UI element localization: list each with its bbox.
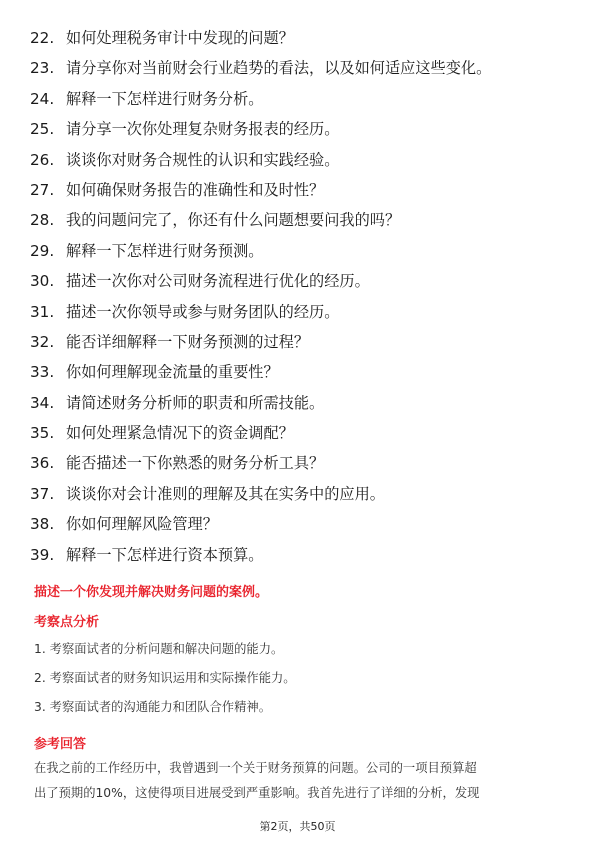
question-item — [30, 479, 491, 509]
question-item — [30, 84, 491, 114]
question-text: 你如何理解风险管理？ — [66, 515, 218, 534]
question-item — [30, 205, 491, 235]
question-text: 请简述财务分析师的职责和所需技能。 — [66, 393, 325, 412]
question-number: 24. — [30, 89, 55, 108]
question-item — [30, 53, 491, 83]
answer-line: 在我之前的工作经历中，我曾遇到一个关于财务预算的问题。公司的一项目预算超 — [34, 761, 477, 775]
question-item — [30, 23, 491, 53]
assessment-point: 2. 考察面试者的财务知识运用和实际操作能力。 — [34, 671, 296, 685]
question-item — [30, 418, 491, 448]
question-item — [30, 327, 491, 357]
question-item — [30, 145, 491, 175]
question-number: 38. — [30, 515, 55, 534]
question-number: 36. — [30, 454, 55, 473]
question-item — [30, 114, 491, 144]
question-number: 39. — [30, 545, 55, 564]
question-text: 解释一下怎样进行资本预算。 — [66, 545, 264, 564]
question-text: 如何确保财务报告的准确性和及时性？ — [66, 180, 325, 199]
assessment-heading: 考察点分析 — [34, 615, 100, 630]
question-item — [30, 388, 491, 418]
question-item — [30, 509, 491, 539]
question-item — [30, 266, 491, 296]
question-item — [30, 357, 491, 387]
question-number: 34. — [30, 393, 55, 412]
question-item — [30, 297, 491, 327]
question-number: 27. — [30, 180, 55, 199]
question-text: 描述一次你领导或参与财务团队的经历。 — [66, 302, 340, 321]
assessment-point: 1. 考察面试者的分析问题和解决问题的能力。 — [34, 642, 284, 656]
question-number: 25. — [30, 120, 55, 139]
question-text: 你如何理解现金流量的重要性？ — [66, 363, 279, 382]
question-text: 谈谈你对财务合规性的认识和实践经验。 — [66, 150, 340, 169]
question-number: 33. — [30, 363, 55, 382]
page-footer: 第2页，共50页 — [259, 820, 336, 833]
assessment-points — [34, 637, 296, 724]
featured-question: 描述一个你发现并解决财务问题的案例。 — [34, 585, 269, 600]
question-list — [30, 23, 491, 570]
question-number: 32. — [30, 332, 55, 351]
question-number: 37. — [30, 484, 55, 503]
question-text: 我的问题问完了，你还有什么问题想要问我的吗？ — [66, 211, 401, 230]
question-number: 28. — [30, 211, 55, 230]
question-item — [30, 540, 491, 570]
reference-answer — [34, 756, 564, 806]
answer-line: 出了预期的10%，这使得项目进展受到严重影响。我首先进行了详细的分析，发现 — [34, 786, 480, 800]
reference-heading: 参考回答 — [34, 737, 87, 752]
question-item — [30, 175, 491, 205]
question-item — [30, 236, 491, 266]
question-item — [30, 448, 491, 478]
question-number: 31. — [30, 302, 55, 321]
assessment-point: 3. 考察面试者的沟通能力和团队合作精神。 — [34, 700, 271, 714]
question-number: 35. — [30, 424, 55, 443]
question-text: 如何处理紧急情况下的资金调配？ — [66, 424, 294, 443]
question-number: 30. — [30, 272, 55, 291]
question-text: 能否详细解释一下财务预测的过程？ — [66, 332, 309, 351]
question-number: 22. — [30, 29, 55, 47]
question-text: 请分享一次你处理复杂财务报表的经历。 — [66, 120, 340, 139]
question-text: 描述一次你对公司财务流程进行优化的经历。 — [66, 272, 370, 291]
question-number: 26. — [30, 150, 55, 169]
question-text: 如何处理税务审计中发现的问题？ — [66, 29, 294, 47]
question-text: 能否描述一下你熟悉的财务分析工具？ — [66, 454, 325, 473]
question-text: 请分享你对当前财会行业趋势的看法，以及如何适应这些变化。 — [66, 59, 492, 78]
question-text: 谈谈你对会计准则的理解及其在实务中的应用。 — [66, 484, 385, 503]
question-number: 29. — [30, 241, 55, 260]
question-text: 解释一下怎样进行财务分析。 — [66, 89, 264, 108]
question-number: 23. — [30, 59, 55, 78]
question-text: 解释一下怎样进行财务预测。 — [66, 241, 264, 260]
